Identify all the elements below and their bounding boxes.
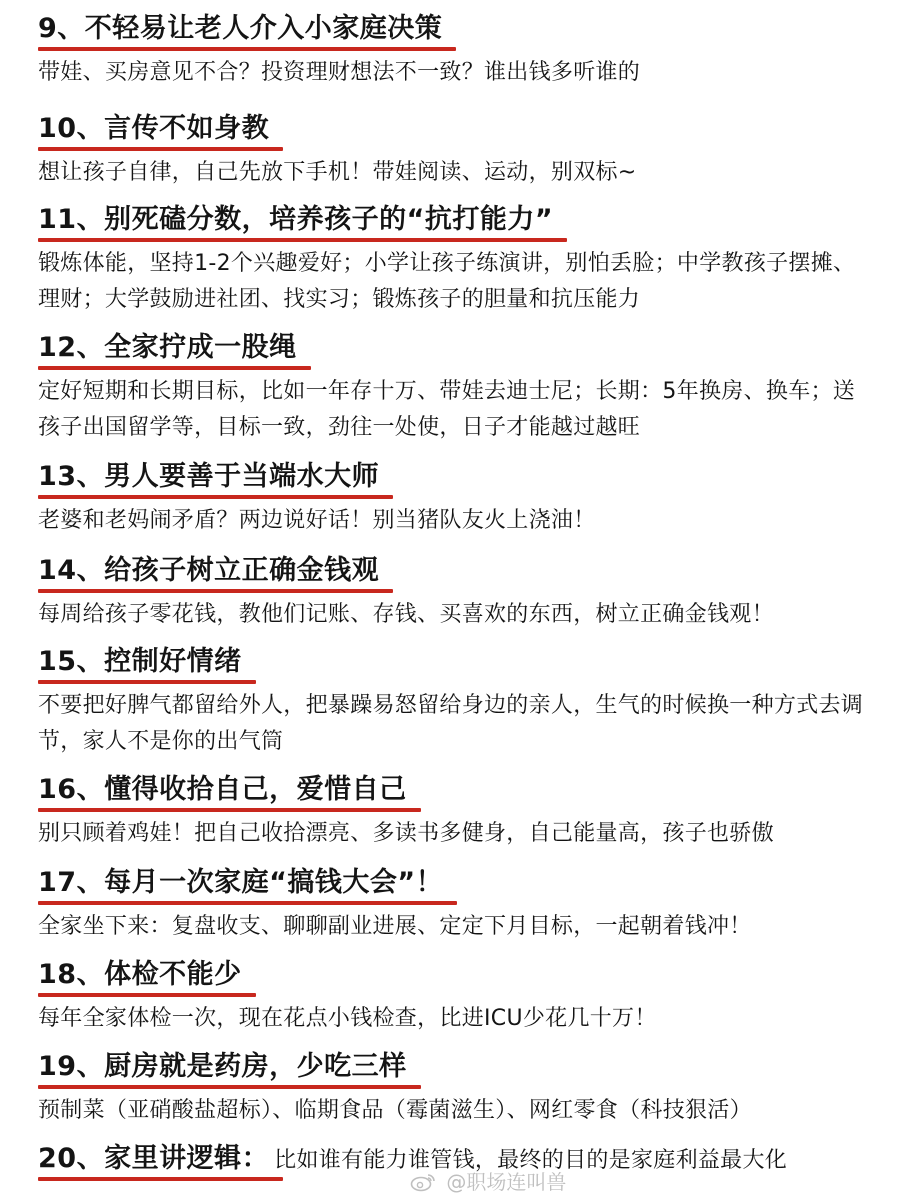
section-body: 别只顾着鸡娃！把自己收拾漂亮、多读书多健身，自己能量高，孩子也骄傲 <box>38 821 774 846</box>
heading-underline <box>38 901 457 905</box>
section-heading-text: 10、言传不如身教 <box>38 113 270 144</box>
heading-underline <box>38 680 256 684</box>
section-body: 老婆和老妈闹矛盾？两边说好话！别当猪队友火上浇油！ <box>38 508 596 533</box>
section-heading <box>38 773 407 812</box>
section-heading-text: 12、全家拧成一股绳 <box>38 332 297 363</box>
weibo-logo-icon <box>410 1172 436 1192</box>
heading-underline <box>38 1177 283 1181</box>
heading-underline <box>38 808 421 812</box>
heading-underline <box>38 47 456 51</box>
section-heading-text: 9、不轻易让老人介入小家庭决策 <box>38 13 443 44</box>
section-heading <box>38 203 553 242</box>
heading-underline <box>38 147 283 151</box>
section-heading <box>38 958 242 997</box>
section-14 <box>38 554 868 633</box>
section-body: 预制菜（亚硝酸盐超标）、临期食品（霉菌滋生）、网红零食（科技狠活） <box>38 1098 752 1123</box>
section-15 <box>38 645 868 760</box>
section-body: 带娃、买房意见不合？投资理财想法不一致？谁出钱多听谁的 <box>38 60 641 85</box>
section-heading-text: 18、体检不能少 <box>38 959 242 990</box>
section-heading <box>38 554 379 593</box>
section-heading <box>38 645 242 684</box>
section-heading-text: 14、给孩子树立正确金钱观 <box>38 555 380 586</box>
section-heading <box>38 1142 269 1181</box>
section-13 <box>38 460 868 539</box>
section-body: 全家坐下来：复盘收支、聊聊副业进展、定定下月目标，一起朝着钱冲！ <box>38 914 752 939</box>
section-heading <box>38 12 442 51</box>
heading-underline <box>38 366 311 370</box>
section-heading-text: 15、控制好情绪 <box>38 646 242 677</box>
section-heading-text: 13、男人要善于当端水大师 <box>38 461 380 492</box>
section-body: 定好短期和长期目标，比如一年存十万、带娃去迪士尼；长期：5年换房、换车；送孩子出国留学等，目标一致，劲往一处使，日子才能越过越旺 <box>38 379 856 440</box>
section-18 <box>38 958 868 1037</box>
section-19 <box>38 1050 868 1129</box>
section-heading <box>38 866 443 905</box>
watermark-text: @职场连叫兽 <box>446 1170 567 1194</box>
section-body: 每年全家体检一次，现在花点小钱检查，比进ICU少花几十万！ <box>38 1006 657 1031</box>
section-body: 每周给孩子零花钱，教他们记账、存钱、买喜欢的东西，树立正确金钱观！ <box>38 602 774 627</box>
section-body: 想让孩子自律，自己先放下手机！带娃阅读、运动，别双标~ <box>38 160 637 185</box>
section-heading <box>38 112 269 151</box>
heading-underline <box>38 589 393 593</box>
section-12 <box>38 331 868 446</box>
section-heading <box>38 1050 407 1089</box>
section-body-inline: 比如谁有能力谁管钱，最终的目的是家庭利益最大化 <box>274 1148 788 1173</box>
section-17 <box>38 866 868 945</box>
heading-underline <box>38 495 393 499</box>
watermark <box>410 1166 566 1195</box>
section-body: 不要把好脾气都留给外人，把暴躁易怒留给身边的亲人，生气的时候换一种方式去调节，家人不是你的出气筒 <box>38 693 864 754</box>
heading-underline <box>38 1085 421 1089</box>
section-body: 锻炼体能，坚持1-2个兴趣爱好；小学让孩子练演讲，别怕丢脸；中学教孩子摆摊、理财；大学鼓励进社团、找实习；锻炼孩子的胆量和抗压能力 <box>38 251 856 312</box>
section-heading <box>38 460 379 499</box>
heading-underline <box>38 993 256 997</box>
section-heading-text: 11、别死磕分数，培养孩子的“抗打能力” <box>38 204 554 235</box>
section-11 <box>38 203 868 318</box>
section-heading-text: 16、懂得收拾自己，爱惜自己 <box>38 774 407 805</box>
section-heading-text: 19、厨房就是药房，少吃三样 <box>38 1051 407 1082</box>
section-10 <box>38 112 868 191</box>
heading-underline <box>38 238 567 242</box>
section-heading-text: 17、每月一次家庭“搞钱大会”！ <box>38 867 444 898</box>
section-9 <box>38 12 868 91</box>
section-heading-text: 20、家里讲逻辑： <box>38 1143 270 1174</box>
section-heading <box>38 331 297 370</box>
section-16 <box>38 773 868 852</box>
